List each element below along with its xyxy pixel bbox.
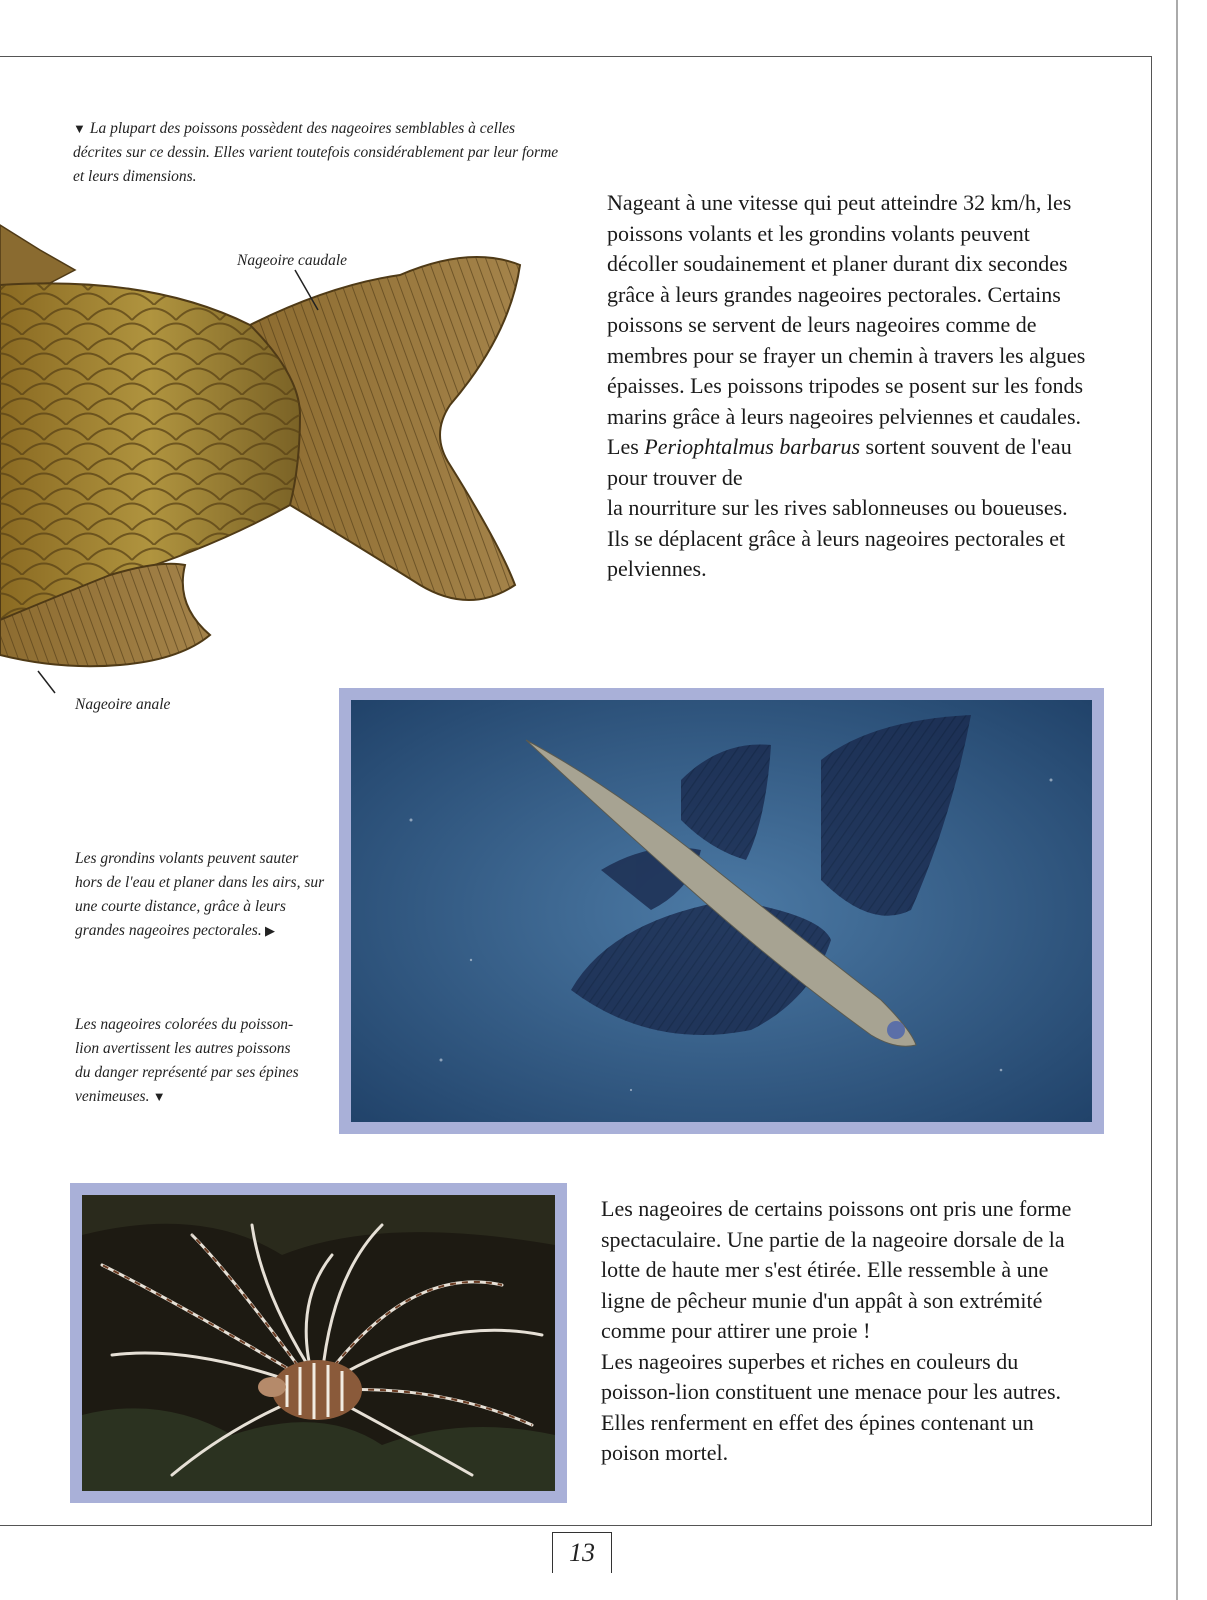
caption-flying-gurnard: Les grondins volants peuvent sauter hors de l'eau et planer dans les airs, sur une courte distance, grâce à leurs grandes nageoires pectorales. ▶ <box>75 847 325 943</box>
species-name: Periophtalmus barbarus <box>644 434 861 459</box>
label-anal-fin: Nageoire anale <box>75 696 171 713</box>
lionfish-image <box>82 1195 555 1491</box>
paragraph-fin-uses-text-a: Nageant à une vitesse qui peut atteindre 32 km/h, les poissons volants et les grondins volants peuvent décoller soudainement et planer durant dix secondes grâce à leurs grandes nageoires pectorales. Certains poissons se servent de leurs nageoires comme de membres pour se frayer un chemin à travers les algues épaisses. Les poissons tripodes se posent sur les fonds marins grâce à leurs nageoires pelviennes et caudales. Les <box>607 190 1086 459</box>
paragraph-spectacular-fins <box>601 1194 1096 1469</box>
flying-gurnard-photo <box>339 688 1104 1134</box>
page-edge-line <box>1176 0 1178 1600</box>
caption-lionfish: Les nageoires colorées du poisson-lion avertissent les autres poissons du danger représenté par ses épines venimeuses. ▼ <box>75 1013 305 1109</box>
lionfish-photo <box>70 1183 567 1503</box>
fish-fin-illustration <box>0 215 540 700</box>
label-caudal-fin: Nageoire caudale <box>237 252 348 269</box>
paragraph-fin-uses-text-c: la nourriture sur les rives sablonneuses ou boueuses. Ils se déplacent grâce à leurs nageoires pectorales et pelviennes. <box>607 495 1068 581</box>
caption-fin-diagram: ▼ La plupart des poissons possèdent des nageoires semblables à celles décrites sur ce dessin. Elles varient toutefois considérablement par leur forme et leurs dimensions. <box>73 117 563 189</box>
flying-gurnard-image <box>351 700 1092 1122</box>
page-number: 13 <box>552 1532 612 1573</box>
paragraph-fin-uses <box>607 188 1095 585</box>
paragraph-lionfish: Les nageoires superbes et riches en couleurs du poisson-lion constituent une menace pour les autres. Elles renferment en effet des épines contenant un poison mortel. <box>601 1348 1062 1465</box>
paragraph-fin-uses-text-b: sortent souvent de l'eau pour trouver de <box>607 434 1072 490</box>
paragraph-anglerfish: Les nageoires de certains poissons ont pris une forme spectaculaire. Une partie de la nageoire dorsale de la lotte de haute mer s'est étirée. Elle ressemble à une ligne de pêcheur munie d'un appât à son extrémité comme pour attirer une proie ! <box>601 1196 1072 1343</box>
